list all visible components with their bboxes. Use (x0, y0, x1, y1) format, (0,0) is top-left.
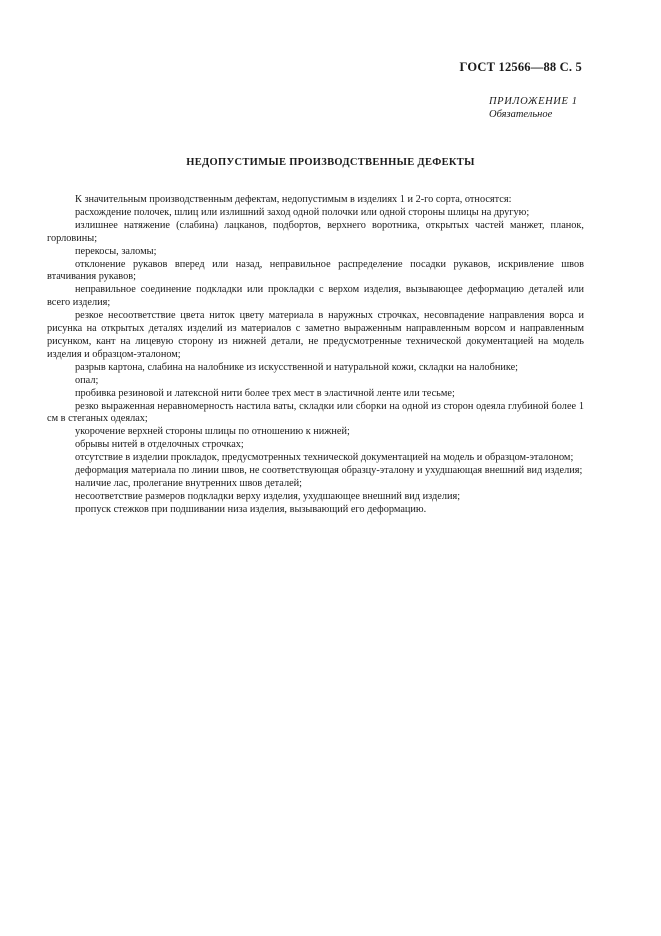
defect-item: отклонение рукавов вперед или назад, неправильное распределение посадки рукавов, искривление швов втачивания рукавов; (47, 258, 584, 283)
appendix-label: ПРИЛОЖЕНИЕ 1 (489, 96, 578, 107)
defect-item: пробивка резиновой и латексной нити более трех мест в эластичной ленте или тесьме; (75, 387, 455, 399)
appendix-status: Обязательное (489, 109, 553, 120)
defect-item: резко выраженная неравномерность настила ваты, складки или сборки на одной из сторон одеяла глубиной более 1 см в стеганых одеялах; (47, 400, 584, 425)
defects-list (47, 194, 584, 517)
defect-item: обрывы нитей в отделочных строчках; (75, 439, 244, 451)
page-header: ГОСТ 12566—88 С. 5 (459, 60, 582, 74)
section-title: НЕДОПУСТИМЫЕ ПРОИЗВОДСТВЕННЫЕ ДЕФЕКТЫ (186, 157, 475, 168)
defect-item: перекосы, заломы; (75, 245, 157, 257)
defect-item: разрыв картона, слабина на налобнике из искусственной и натуральной кожи, складки на налобнике; (75, 361, 519, 373)
defect-item: наличие лас, пролегание внутренних швов деталей; (75, 477, 303, 489)
appendix-block (489, 95, 578, 121)
defect-item: излишнее натяжение (слабина) лацканов, подбортов, верхнего воротника, открытых частей манжет, планок, горловины; (47, 219, 584, 244)
defect-item: отсутствие в изделии прокладок, предусмотренных технической документацией на модель и образцом-эталоном; (75, 452, 574, 464)
defect-item: деформация материала по линии швов, не соответствующая образцу-эталону и ухудшающая внешний вид изделия; (75, 465, 583, 477)
defect-item: несоответствие размеров подкладки верху изделия, ухудшающее внешний вид изделия; (75, 490, 461, 502)
defect-item: опал; (75, 374, 99, 386)
defect-item: резкое несоответствие цвета ниток цвету материала в наружных строчках, несовпадение направления ворса и рисунка на открытых деталях изделий из материалов с заметно выраженным направленным ворсом и направленным рисунком, кант на лицевую сторону из нижней детали, не предусмотренные технической документацией на модель изделия и образцом-эталоном; (47, 310, 584, 360)
defect-item: укорочение верхней стороны шлицы по отношению к нижней; (75, 426, 350, 438)
intro-paragraph: К значительным производственным дефектам, недопустимым в изделиях 1 и 2-го сорта, относятся: (75, 194, 512, 205)
defect-item: расхождение полочек, шлиц или излишний заход одной полочки или одной стороны шлицы на другую; (75, 206, 530, 218)
defect-item: пропуск стежков при подшивании низа изделия, вызывающий его деформацию. (75, 503, 427, 515)
defect-item: неправильное соединение подкладки или прокладки с верхом изделия, вызывающее деформацию деталей или всего изделия; (47, 284, 584, 309)
